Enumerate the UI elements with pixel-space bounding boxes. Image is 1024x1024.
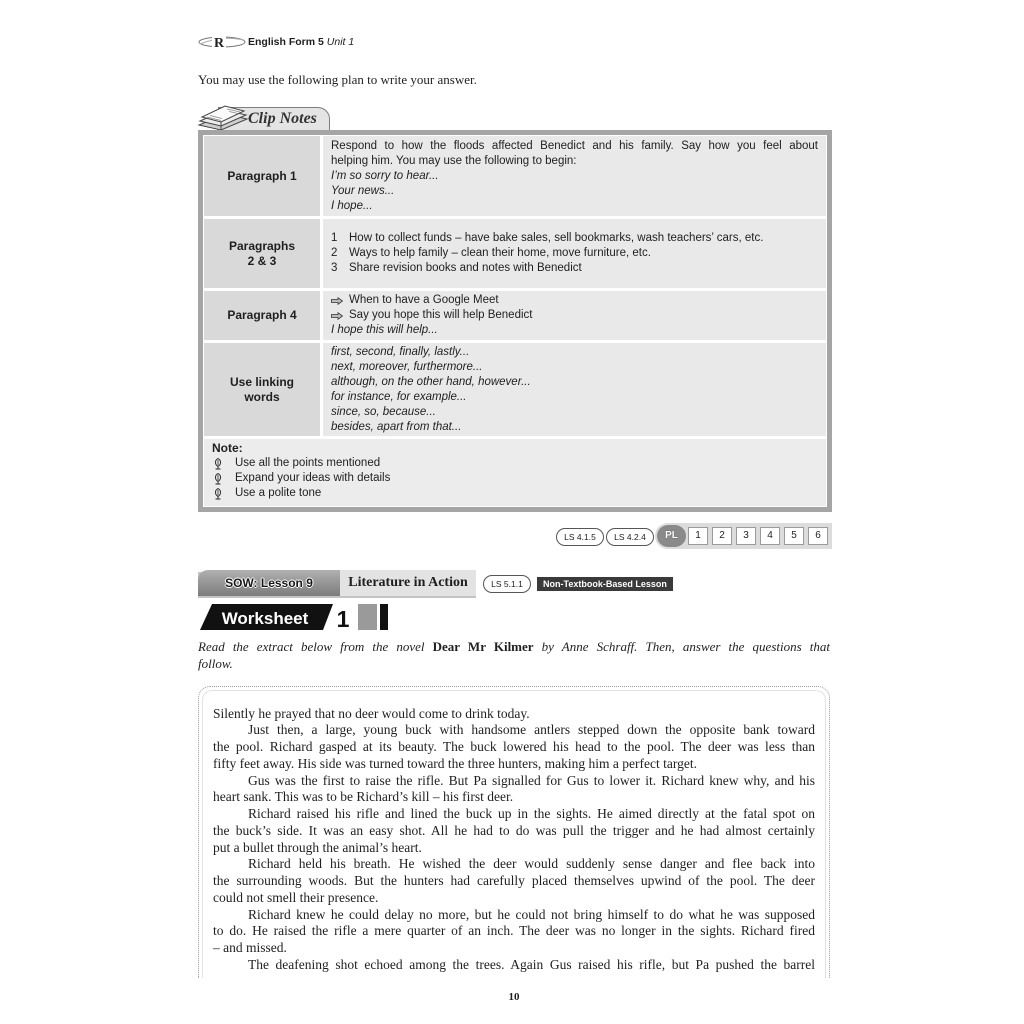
starter-phrase: Your news... [331, 184, 395, 197]
extract-line: could not smell their presence. [213, 889, 379, 905]
extract-line: – and missed. [213, 940, 287, 955]
extract-line: the buck’s side. It was an easy shot. All he had to do was pull the trigger and he had almost certainly [213, 822, 815, 838]
starter-phrase: I’m so sorry to hear... [331, 169, 439, 182]
extract-line: the pool. Richard gasped at its beauty. The buck lowered his head to the pool. The deer was less than [213, 739, 815, 754]
running-header [248, 35, 354, 49]
linking-word-group: although, on the other hand, however... [331, 375, 531, 388]
quill-icon [213, 458, 235, 470]
list-item: 3 Share revision books and notes with Benedict [331, 262, 582, 274]
arrow-right-icon [331, 297, 349, 305]
extract-line: Gus was the first to raise the rifle. But Pa signalled for Gus to lower it. Richard knew why, and his [248, 772, 815, 788]
extract-line: Richard held his breath. He wished the deer would suddenly sense danger and flee back into [248, 856, 815, 872]
intro-text: You may use the following plan to write your answer. [198, 72, 477, 87]
linking-word-group: for instance, for example... [331, 390, 467, 403]
worksheet-banner [198, 603, 390, 631]
linking-word-group: since, so, because... [331, 405, 436, 418]
item-number: 1 [331, 232, 338, 244]
paragraphs23-label: Paragraphs 2 & 3 [204, 219, 320, 288]
extract-line: Richard knew he could delay no more, but he could not bring himself to do what he was supposed [248, 906, 815, 922]
performance-level-box: 4 [760, 527, 780, 545]
worksheet-number: 1 [336, 606, 350, 631]
linking-word-group: next, moreover, furthermore... [331, 360, 483, 373]
extract-line: put a bullet through the animal’s heart. [213, 839, 422, 855]
paragraphs23-content [323, 219, 826, 288]
paragraph1-line: Respond to how the floods affected Benedict and his family. Say how you feel about [331, 139, 818, 152]
extract-line: Silently he prayed that no deer would come to drink today. [213, 705, 530, 721]
note-item: Use all the points mentioned [212, 456, 818, 471]
paragraph1-label: Paragraph 1 [204, 136, 320, 216]
lesson-title: Literature in Action [340, 570, 476, 596]
standard-badge: LS 5.1.1 [483, 575, 531, 593]
standard-badge: LS 4.1.5 [556, 528, 604, 546]
extract-line: to do. He raised the rifle a mere quarter of an inch. The deer was no longer in the sights. Richard fired [213, 923, 815, 939]
list-item: Say you hope this will help Benedict [331, 308, 818, 323]
item-number: 3 [331, 262, 338, 274]
logo-letter: R [213, 36, 225, 50]
book-title: English Form 5 [248, 36, 324, 48]
starter-phrase: I hope... [331, 199, 373, 212]
unit-label: Unit 1 [326, 36, 355, 48]
paragraph1-line: helping him. You may use the following to begin: [331, 154, 577, 167]
novel-title: Dear Mr Kilmer [432, 639, 534, 654]
page-number: 10 [508, 991, 520, 1003]
standard-badge: LS 4.2.4 [606, 528, 654, 546]
worksheet-label: Worksheet [221, 609, 309, 628]
book-stack-icon [196, 103, 250, 133]
paragraph4-content [323, 291, 826, 340]
extract-line: Richard raised his rifle and lined the buck up in the sights. He aimed directly at the fatal spot on [248, 806, 815, 821]
linking-word-group: first, second, finally, lastly... [331, 345, 470, 358]
extract-line: the surrounding woods. But the hunters had carefully placed themselves upwind of the pool. The deer [213, 873, 815, 888]
lesson-type-badge: Non-Textbook-Based Lesson [537, 577, 673, 591]
list-item: 1 How to collect funds – have bake sales, sell bookmarks, wash teachers’ cars, etc. [331, 232, 764, 244]
list-item: 2 Ways to help family – clean their home, move furniture, etc. [331, 247, 651, 259]
performance-level-box: 3 [736, 527, 756, 545]
list-item: When to have a Google Meet [331, 293, 818, 308]
extract-line: fifty feet away. His side was turned toward the three hunters, making him a perfect target. [213, 755, 697, 771]
linking-words-label: Use linking words [204, 343, 320, 436]
publisher-logo [197, 33, 247, 50]
performance-level-box: 6 [808, 527, 828, 545]
novel-extract [213, 706, 815, 974]
clip-notes-title: Clip Notes [248, 110, 317, 127]
extract-line: Just then, a large, young buck with handsome antlers stepped down the opposite bank toward [248, 722, 815, 738]
writing-plan-table [198, 130, 832, 512]
starter-phrase: I hope this will help... [331, 324, 438, 336]
quill-icon [213, 488, 235, 500]
linking-words-content [323, 343, 826, 436]
performance-level-box: 2 [712, 527, 732, 545]
item-number: 2 [331, 247, 338, 259]
note-item: Use a polite tone [212, 486, 818, 501]
arrow-right-icon [331, 312, 349, 320]
performance-level-box: 5 [784, 527, 804, 545]
note-box [204, 439, 826, 506]
quill-icon [213, 473, 235, 485]
performance-level-label: PL [657, 525, 686, 547]
extract-line: The deafening shot echoed among the trees. Again Gus raised his rifle, but Pa pushed the barrel [248, 956, 815, 972]
note-title: Note: [212, 441, 243, 455]
paragraph4-label: Paragraph 4 [204, 291, 320, 340]
paragraph1-content [323, 136, 826, 216]
note-item: Expand your ideas with details [212, 471, 818, 486]
sow-lesson-label: SOW: Lesson 9 [198, 570, 340, 596]
linking-word-group: besides, apart from that... [331, 420, 462, 433]
performance-level-box: 1 [688, 527, 708, 545]
worksheet-instruction: Read the extract below from the novel Dear Mr Kilmer by Anne Schraff. Then, answer the questions that follow. [198, 639, 830, 671]
extract-line: heart sank. This was to be Richard’s kill – his first deer. [213, 789, 514, 805]
